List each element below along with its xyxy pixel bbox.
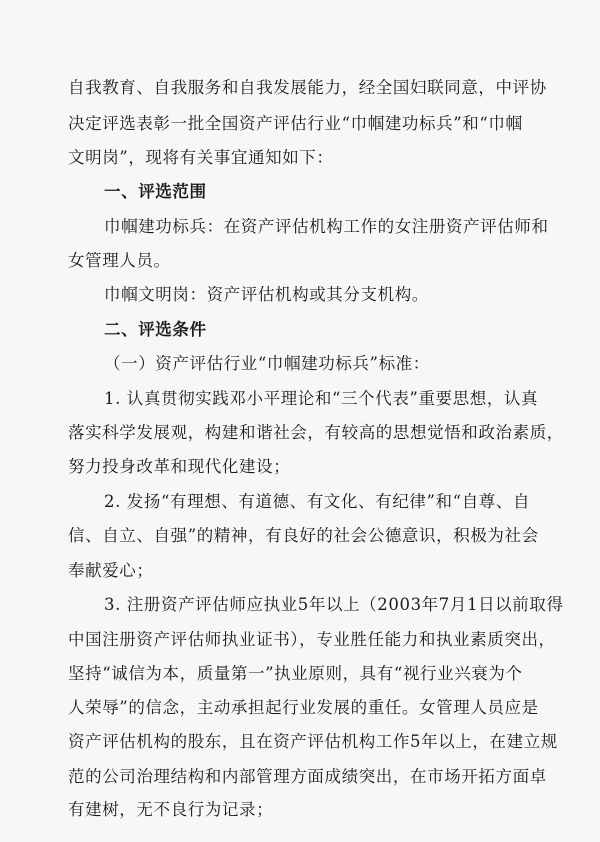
body-text-line: 坚持“诚信为本，质量第一”执业原则，具有“视行业兴衰为个	[68, 664, 523, 683]
subsection-heading: （一）资产评估行业“巾帼建功标兵”标准：	[104, 354, 430, 373]
body-text-line: 巾帼建功标兵：在资产评估机构工作的女注册资产评估师和	[104, 217, 549, 236]
section-heading-scope: 一、评选范围	[104, 182, 207, 201]
body-text-line: 努力投身改革和现代化建设；	[68, 457, 291, 476]
body-text-line: 信、自立、自强”的精神，有良好的社会公德意识，积极为社会	[68, 526, 539, 545]
body-text-line: 巾帼文明岗：资产评估机构或其分支机构。	[104, 285, 429, 304]
body-text-line: 自我教育、自我服务和自我发展能力，经全国妇联同意，中评协	[68, 78, 547, 97]
body-text-line: 有建树，无不良行为记录；	[68, 800, 274, 819]
body-text-line: 2. 发扬“有理想、有道德、有文化、有纪律”和“自尊、自	[104, 492, 531, 511]
body-text-line: 决定评选表彰一批全国资产评估行业“巾帼建功标兵”和“巾帼	[68, 114, 523, 133]
body-text-line: 奉献爱心；	[68, 561, 154, 580]
body-text-line: 中国注册资产评估师执业证书），专业胜任能力和执业素质突出，	[68, 630, 556, 649]
body-text-line: 1. 认真贯彻实践邓小平理论和“三个代表”重要思想，认真	[104, 389, 539, 408]
body-text-line: 文明岗”，现将有关事宜通知如下：	[68, 148, 334, 167]
body-text-line: 人荣辱”的信念，主动承担起行业发展的重任。女管理人员应是	[68, 698, 539, 717]
body-text-line: 落实科学发展观，构建和谐社会，有较高的思想觉悟和政治素质，	[68, 423, 564, 442]
body-text-line: 范的公司治理结构和内部管理方面成绩突出，在市场开拓方面卓	[68, 767, 547, 786]
section-heading-criteria: 二、评选条件	[104, 320, 207, 339]
body-text-line: 资产评估机构的股东，且在资产评估机构工作5年以上，在建立规	[68, 732, 558, 751]
body-text-line: 女管理人员。	[68, 251, 171, 270]
body-text-line: 3. 注册资产评估师应执业5年以上（2003年7月1日以前取得	[104, 595, 564, 614]
